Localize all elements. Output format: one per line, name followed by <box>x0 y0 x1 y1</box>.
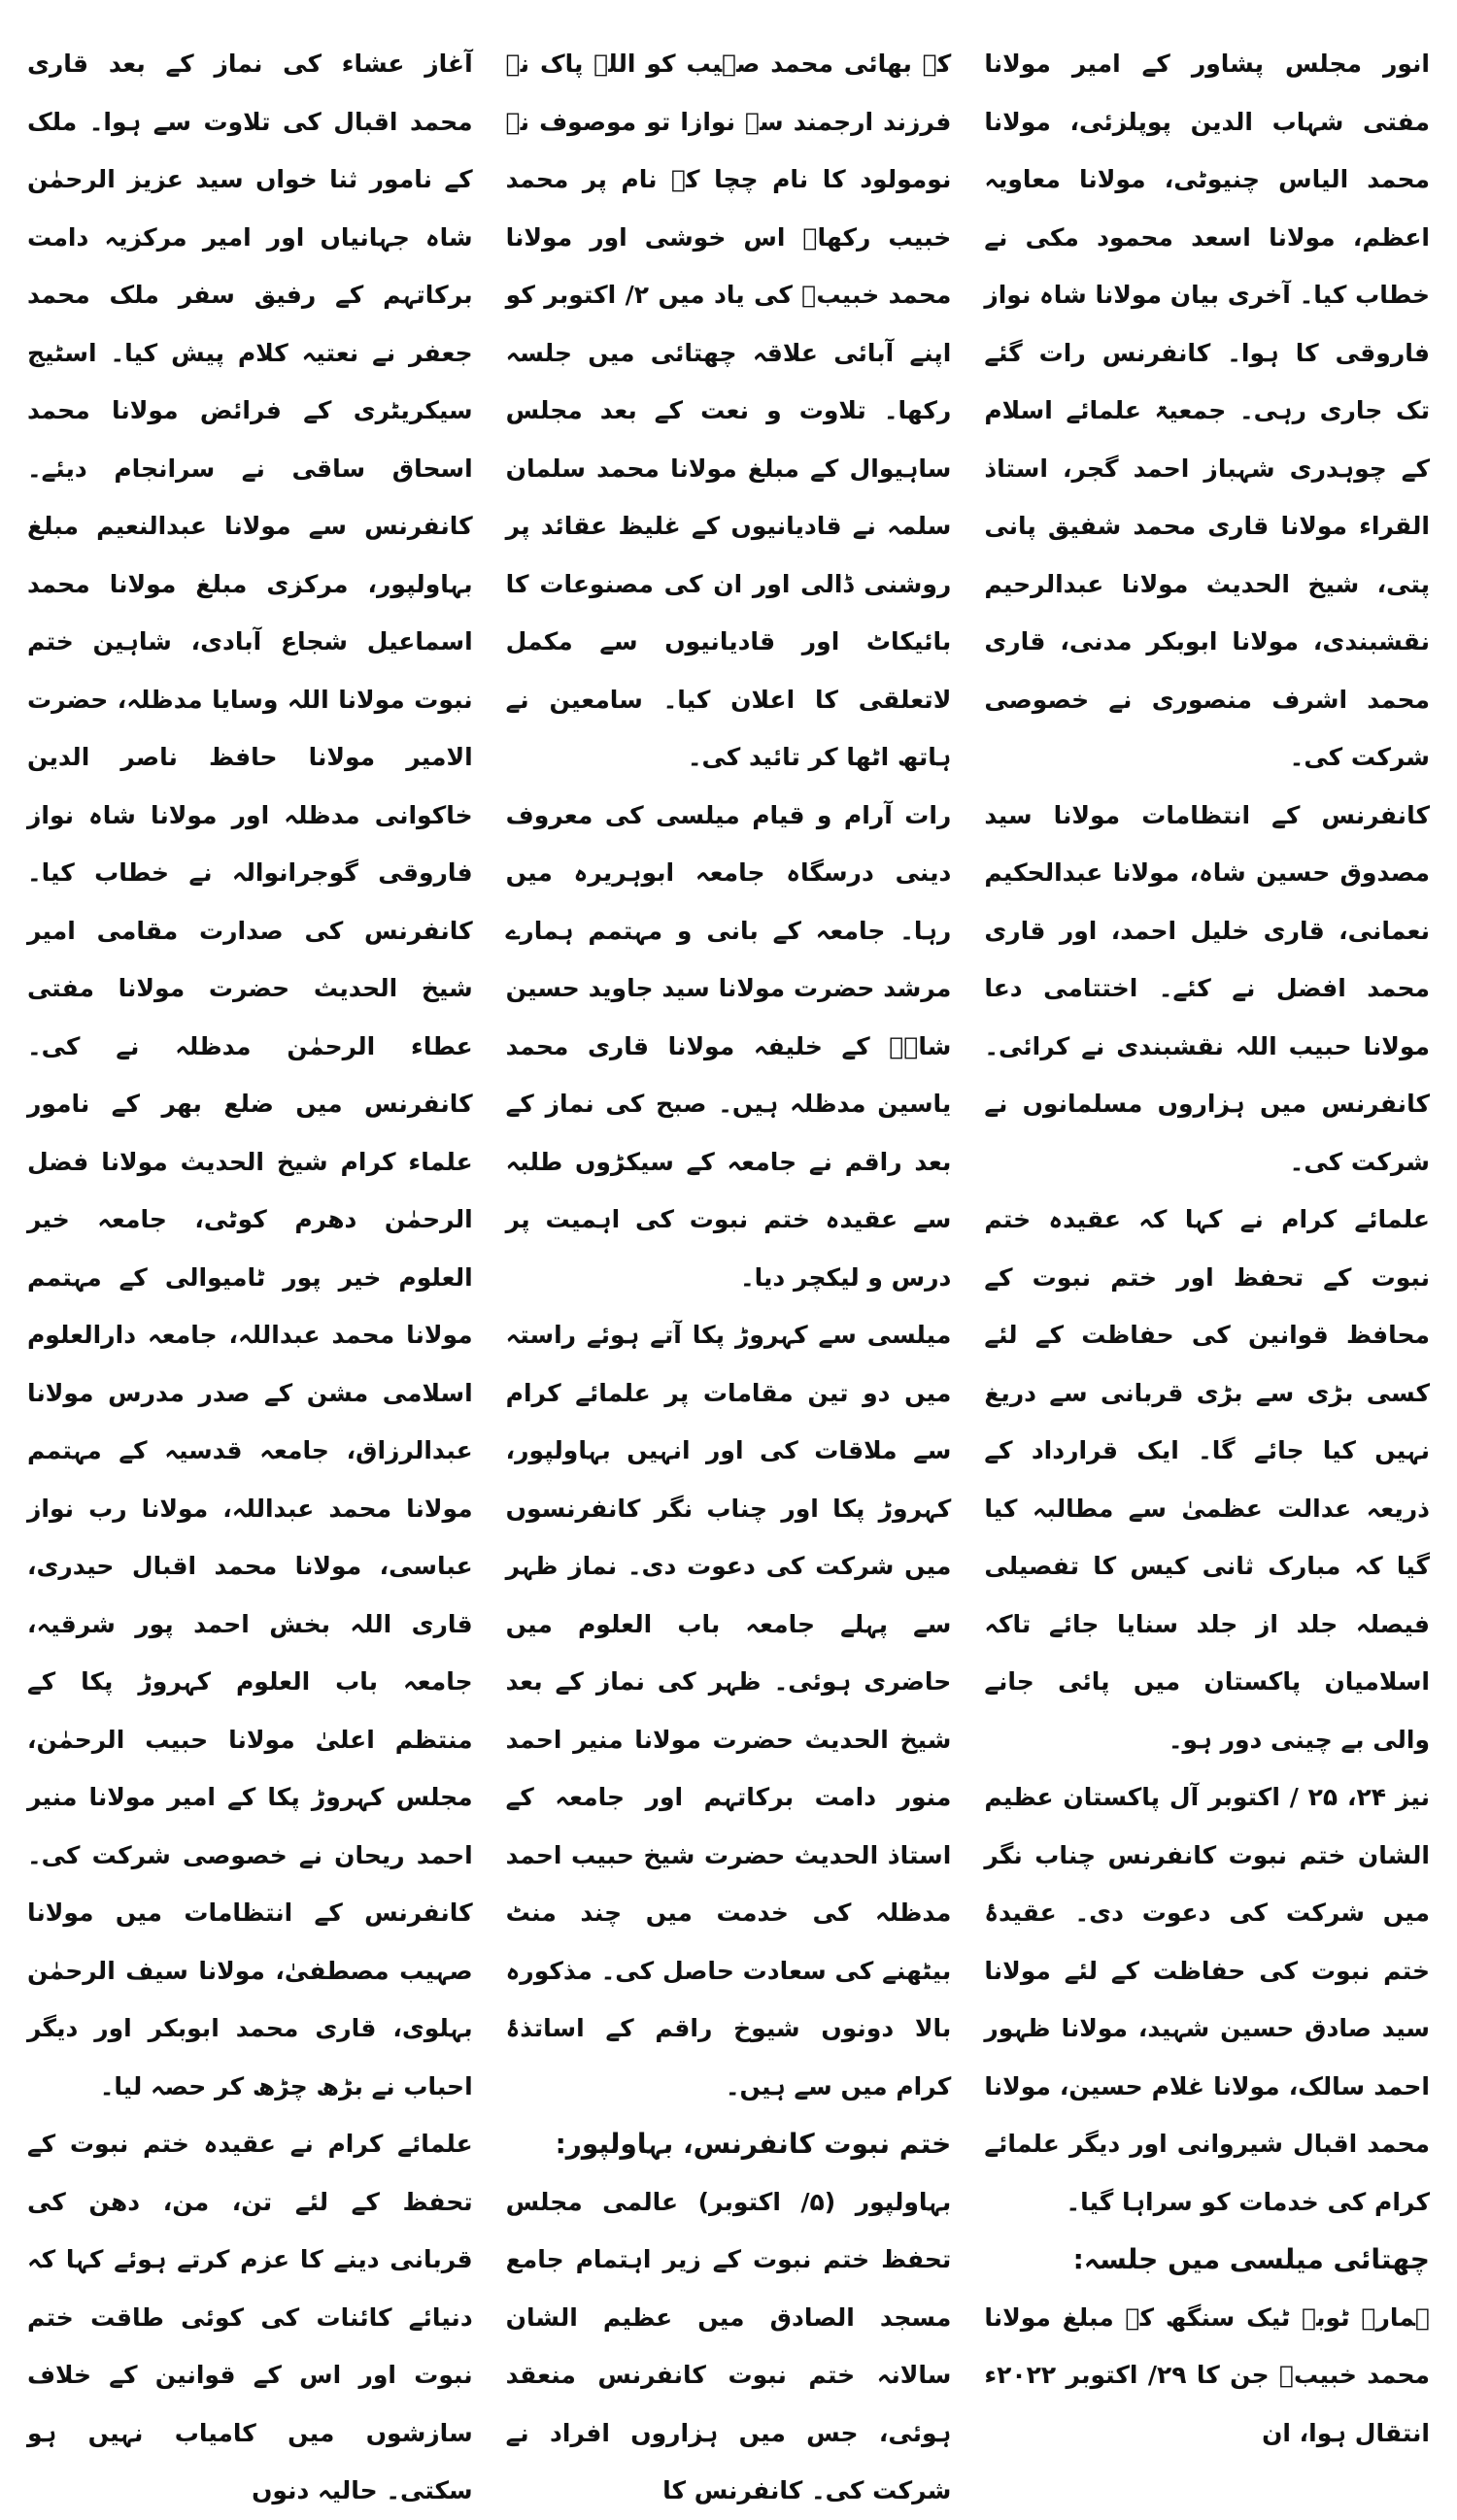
column-middle-paragraph-4: بہاولپور (۵/ اکتوبر) عالمی مجلس تحفظ ختم نبوت کے زیر اہتمام جامع مسجد الصادق میں عظیم الشان سالانہ ختم نبوت کانفرنس منعقد ہوئی، جس میں ہزاروں افراد نے شرکت کی۔ کانفرنس کا <box>505 2187 952 2504</box>
column-left-paragraph-2: علمائے کرام نے عقیدہ ختم نبوت کے تحفظ کے لئے تن، من، دھن کی قربانی دینے کا عزم کرتے ہوئے کہا کہ دنیائے کائنات کی کوئی طاقت ختم نبوت اور اس کے قوانین کے خلاف سازشوں میں کامیاب نہیں ہو سکتی۔ حالیہ دنوں <box>26 2130 473 2504</box>
column-right-paragraph-5: ہمارے ٹوبہ ٹیک سنگھ کے مبلغ مولانا محمد خبیبؒ جن کا ۲۹/ اکتوبر ۲۰۲۲ء انتقال ہوا، ان <box>984 2302 1430 2447</box>
section-heading-chhatai-mailsi: چھتائی میلسی میں جلسہ: <box>1072 2243 1430 2275</box>
column-right-paragraph-3: علمائے کرام نے کہا کہ عقیدہ ختم نبوت کے تحفظ اور ختم نبوت کے محافظ قوانین کی حفاظت کے لئے کسی بڑی سے بڑی قربانی سے دریغ نہیں کیا جائے گا۔ ایک قرارداد کے ذریعہ عدالت عظمیٰ سے مطالبہ کیا گیا کہ مبارک ثانی کیس کا تفصیلی فیصلہ جلد از جلد سنایا جائے تاکہ اسلامیان پاکستان میں پائی جانے والی بے چینی دور ہو۔ <box>984 1205 1430 1754</box>
column-right-paragraph-2: کانفرنس کے انتظامات مولانا سید مصدوق حسین شاہ، مولانا عبدالحکیم نعمانی، قاری خلیل احمد، اور قاری محمد افضل نے کئے۔ اختتامی دعا مولانا حبیب اللہ نقشبندی نے کرائی۔ کانفرنس میں ہزاروں مسلمانوں نے شرکت کی۔ <box>984 800 1430 1176</box>
column-left <box>26 35 473 2504</box>
column-middle <box>505 35 952 2504</box>
column-right <box>984 35 1430 2447</box>
section-heading-bahawalpur-conference: ختم نبوت کانفرنس، بہاولپور: <box>555 2128 952 2160</box>
column-middle-paragraph-3: میلسی سے کہروڑ پکا آتے ہوئے راستہ میں دو تین مقامات پر علمائے کرام سے ملاقات کی اور انہیں بہاولپور، کہروڑ پکا اور چناب نگر کانفرنسوں میں شرکت کی دعوت دی۔ نماز ظہر سے پہلے جامعہ باب العلوم میں حاضری ہوئی۔ ظہر کی نماز کے بعد شیخ الحدیث حضرت مولانا منیر احمد منور دامت برکاتہم اور جامعہ کے استاذ الحدیث حضرت شیخ حبیب احمد مدظلہ کی خدمت میں چند منٹ بیٹھنے کی سعادت حاصل کی۔ مذکورہ بالا دونوں شیوخ راقم کے اساتذۂ کرام میں سے ہیں۔ <box>505 1321 952 2100</box>
column-middle-paragraph-2: رات آرام و قیام میلسی کی معروف دینی درسگاہ جامعہ ابوہریرہ میں رہا۔ جامعہ کے بانی و مہتمم ہمارے مرشد حضرت مولانا سید جاوید حسین شاہؒ کے خلیفہ مولانا قاری محمد یاسین مدظلہ ہیں۔ صبح کی نماز کے بعد راقم نے جامعہ کے سیکڑوں طلبہ سے عقیدہ ختم نبوت کی اہمیت پر درس و لیکچر دیا۔ <box>505 800 952 1292</box>
column-middle-paragraph-1: کے بھائی محمد صہیب کو اللہ پاک نے فرزند ارجمند سے نوازا تو موصوف نے نومولود کا نام چچا کے نام پر محمد خبیب رکھا۔ اس خوشی اور مولانا محمد خبیبؒ کی یاد میں ۲/ اکتوبر کو اپنے آبائی علاقہ چھتائی میں جلسہ رکھا۔ تلاوت و نعت کے بعد مجلس ساہیوال کے مبلغ مولانا محمد سلمان سلمہ نے قادیانیوں کے غلیظ عقائد پر روشنی ڈالی اور ان کی مصنوعات کا بائیکاٹ اور قادیانیوں سے مکمل لاتعلقی کا اعلان کیا۔ سامعین نے ہاتھ اٹھا کر تائید کی۔ <box>505 50 952 771</box>
column-right-paragraph-4: نیز ۲۴، ۲۵ / اکتوبر آل پاکستان عظیم الشان ختم نبوت کانفرنس چناب نگر میں شرکت کی دعوت دی۔ عقیدۂ ختم نبوت کی حفاظت کے لئے مولانا سید صادق حسین شہید، مولانا ظہور احمد سالک، مولانا غلام حسین، مولانا محمد اقبال شیروانی اور دیگر علمائے کرام کی خدمات کو سراہا گیا۔ <box>984 1783 1430 2216</box>
column-left-paragraph-1: آغاز عشاء کی نماز کے بعد قاری محمد اقبال کی تلاوت سے ہوا۔ ملک کے نامور ثنا خواں سید عزیز الرحمٰن شاہ جہانیاں اور امیر مرکزیہ دامت برکاتہم کے رفیق سفر ملک محمد جعفر نے نعتیہ کلام پیش کیا۔ اسٹیج سیکریٹری کے فرائض مولانا محمد اسحاق ساقی نے سرانجام دیئے۔ کانفرنس سے مولانا عبدالنعیم مبلغ بہاولپور، مرکزی مبلغ مولانا محمد اسماعیل شجاع آبادی، شاہین ختم نبوت مولانا اللہ وسایا مدظلہ، حضرت الامیر مولانا حافظ ناصر الدین خاکوانی مدظلہ اور مولانا شاہ نواز فاروقی گوجرانوالہ نے خطاب کیا۔ کانفرنس کی صدارت مقامی امیر شیخ الحدیث حضرت مولانا مفتی عطاء الرحمٰن مدظلہ نے کی۔ کانفرنس میں ضلع بھر کے نامور علماء کرام شیخ الحدیث مولانا فضل الرحمٰن دھرم کوٹی، جامعہ خیر العلوم خیر پور ٹامیوالی کے مہتمم مولانا محمد عبداللہ، جامعہ دارالعلوم اسلامی مشن کے صدر مدرس مولانا عبدالرزاق، جامعہ قدسیہ کے مہتمم مولانا محمد عبداللہ، مولانا رب نواز عباسی، مولانا محمد اقبال حیدری، قاری اللہ بخش احمد پور شرقیہ، جامعہ باب العلوم کہروڑ پکا کے منتظم اعلیٰ مولانا حبیب الرحمٰن، مجلس کہروڑ پکا کے امیر مولانا منیر احمد ریحان نے خصوصی شرکت کی۔ کانفرنس کے انتظامات میں مولانا صہیب مصطفیٰ، مولانا سیف الرحمٰن بہلوی، قاری محمد ابوبکر اور دیگر احباب نے بڑھ چڑھ کر حصہ لیا۔ <box>26 50 473 2100</box>
column-right-paragraph-1: انور مجلس پشاور کے امیر مولانا مفتی شہاب الدین پوپلزئی، مولانا محمد الیاس چنیوٹی، مولانا معاویہ اعظم، مولانا اسعد محمود مکی نے خطاب کیا۔ آخری بیان مولانا شاہ نواز فاروقی کا ہوا۔ کانفرنس رات گئے تک جاری رہی۔ جمعیۃ علمائے اسلام کے چوہدری شہباز احمد گجر، استاذ القراء مولانا قاری محمد شفیق پانی پتی، شیخ الحدیث مولانا عبدالرحیم نقشبندی، مولانا ابوبکر مدنی، قاری محمد اشرف منصوری نے خصوصی شرکت کی۔ <box>984 50 1430 771</box>
